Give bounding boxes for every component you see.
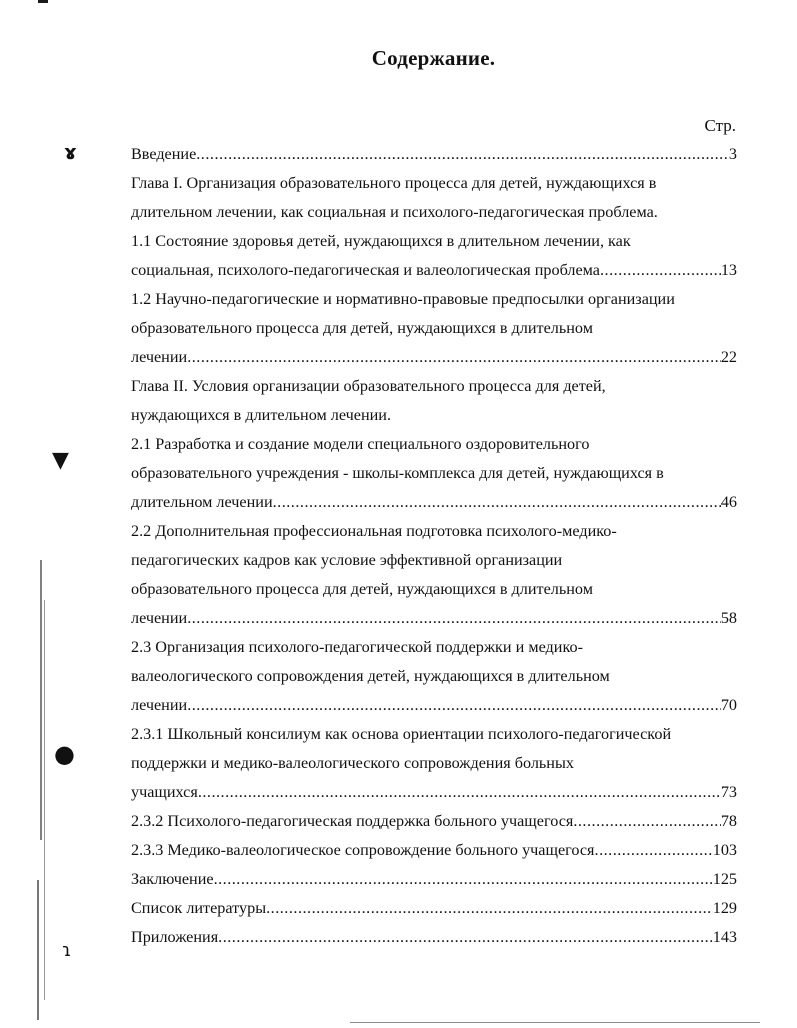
toc-page-number: 58: [720, 609, 737, 627]
dot-leader: [187, 604, 721, 633]
toc-page-number: 3: [728, 145, 737, 163]
toc-entry: [131, 836, 737, 865]
toc-entry-line: [131, 140, 737, 169]
toc-entry-title: учащихся: [131, 783, 198, 801]
scan-artifact-mark: ▼: [52, 448, 69, 473]
dot-leader: [214, 865, 713, 894]
dot-leader: [218, 923, 713, 952]
toc-entry-title: Глава I. Организация образовательного процесса для детей, нуждающихся в: [131, 174, 657, 192]
toc-entry: [131, 865, 737, 894]
toc-entry-title: длительном лечении: [131, 493, 273, 511]
toc-page-number: 22: [720, 348, 737, 366]
toc-entry-line: [131, 923, 737, 952]
toc-entry-line: [131, 778, 737, 807]
toc-entry: [131, 517, 737, 633]
toc-entry-title: 1.2 Научно-педагогические и нормативно-правовые предпосылки организации: [131, 290, 675, 308]
scan-artifact-edge: [44, 600, 45, 1000]
toc-entry-title: 2.3.1 Школьный консилиум как основа ориентации психолого-педагогической: [131, 725, 672, 743]
toc-entry-title: лечении: [131, 696, 188, 714]
toc-entry-title: образовательного процесса для детей, нуждающихся в длительном: [131, 319, 593, 337]
scan-artifact-top-mark: [38, 0, 48, 3]
dot-leader: [600, 256, 721, 285]
toc-entry-line: [131, 343, 737, 372]
toc-page-number: 78: [720, 812, 737, 830]
dot-leader: [595, 836, 713, 865]
toc-entry-line: [131, 865, 737, 894]
toc-entry: [131, 720, 737, 807]
table-of-contents: [131, 140, 737, 952]
dot-leader: [273, 488, 721, 517]
toc-entry-title: Приложения: [131, 928, 219, 946]
toc-page-number: 129: [712, 899, 737, 917]
toc-entry-title: лечении: [131, 609, 188, 627]
toc-entry: [131, 372, 737, 430]
page-title: Содержание.: [371, 46, 496, 70]
toc-entry-title: педагогических кадров как условие эффективной организации: [131, 551, 563, 569]
toc-entry-title: нуждающихся в длительном лечении.: [131, 406, 392, 424]
toc-page-number: 73: [720, 783, 737, 801]
scan-artifact-mark: ɤ: [64, 140, 77, 164]
toc-entry: [131, 807, 737, 836]
toc-entry-line: [131, 836, 737, 865]
toc-entry-title: поддержки и медико-валеологического сопровождения больных: [131, 754, 574, 772]
scan-artifact-edge: [40, 560, 42, 840]
toc-entry-title: 2.2 Дополнительная профессиональная подготовка психолого-медико-: [131, 522, 617, 540]
scan-artifact-bottom: [350, 1022, 760, 1023]
toc-entry: [131, 923, 737, 952]
toc-entry-title: 2.3.3 Медико-валеологическое сопровождение больного учащегося: [131, 841, 595, 859]
toc-page-number: 103: [712, 841, 737, 859]
dot-leader: [187, 691, 721, 720]
page-column-label: Стр.: [704, 116, 736, 135]
toc-entry-title: Глава II. Условия организации образовательного процесса для детей,: [131, 377, 606, 395]
toc-page-number: 70: [720, 696, 737, 714]
dot-leader: [196, 140, 729, 169]
scan-artifact-mark: ɿ: [62, 940, 72, 961]
toc-entry-title: Список литературы: [131, 899, 267, 917]
toc-entry-title: 2.1 Разработка и создание модели специального оздоровительного: [131, 435, 590, 453]
toc-entry-title: 2.3.2 Психолого-педагогическая поддержка больного учащегося: [131, 812, 574, 830]
toc-entry-title: лечении: [131, 348, 188, 366]
toc-entry-title: образовательного процесса для детей, нуждающихся в длительном: [131, 580, 593, 598]
dot-leader: [187, 343, 721, 372]
toc-entry: [131, 140, 737, 169]
scan-artifact-mark: ●: [54, 740, 75, 768]
toc-entry: [131, 285, 737, 372]
toc-entry-title: Заключение: [131, 870, 214, 888]
toc-entry-line: [131, 807, 737, 836]
toc-entry-line: [131, 691, 737, 720]
toc-entry-title: Введение: [131, 145, 197, 163]
toc-page-number: 125: [712, 870, 737, 888]
toc-entry-title: образовательного учреждения - школы-комплекса для детей, нуждающихся в: [131, 464, 664, 482]
dot-leader: [198, 778, 721, 807]
toc-entry: [131, 169, 737, 227]
toc-entry: [131, 633, 737, 720]
toc-entry-title: 2.3 Организация психолого-педагогической поддержки и медико-: [131, 638, 583, 656]
toc-entry-title: 1.1 Состояние здоровья детей, нуждающихся в длительном лечении, как: [131, 232, 631, 250]
toc-entry-title: социальная, психолого-педагогическая и валеологическая проблема: [131, 261, 600, 279]
toc-entry-title: валеологического сопровождения детей, нуждающихся в длительном: [131, 667, 610, 685]
toc-page-number: 13: [720, 261, 737, 279]
toc-entry: [131, 227, 737, 285]
toc-entry-line: [131, 894, 737, 923]
toc-entry: [131, 430, 737, 517]
toc-entry-line: [131, 604, 737, 633]
toc-page-number: 46: [720, 493, 737, 511]
dot-leader: [266, 894, 713, 923]
dot-leader: [573, 807, 720, 836]
toc-entry-title: длительном лечении, как социальная и психолого-педагогическая проблема.: [131, 203, 658, 221]
toc-entry-line: [131, 488, 737, 517]
toc-entry-line: [131, 256, 737, 285]
toc-page-number: 143: [712, 928, 737, 946]
scan-artifact-edge: [37, 880, 39, 1020]
toc-entry: [131, 894, 737, 923]
